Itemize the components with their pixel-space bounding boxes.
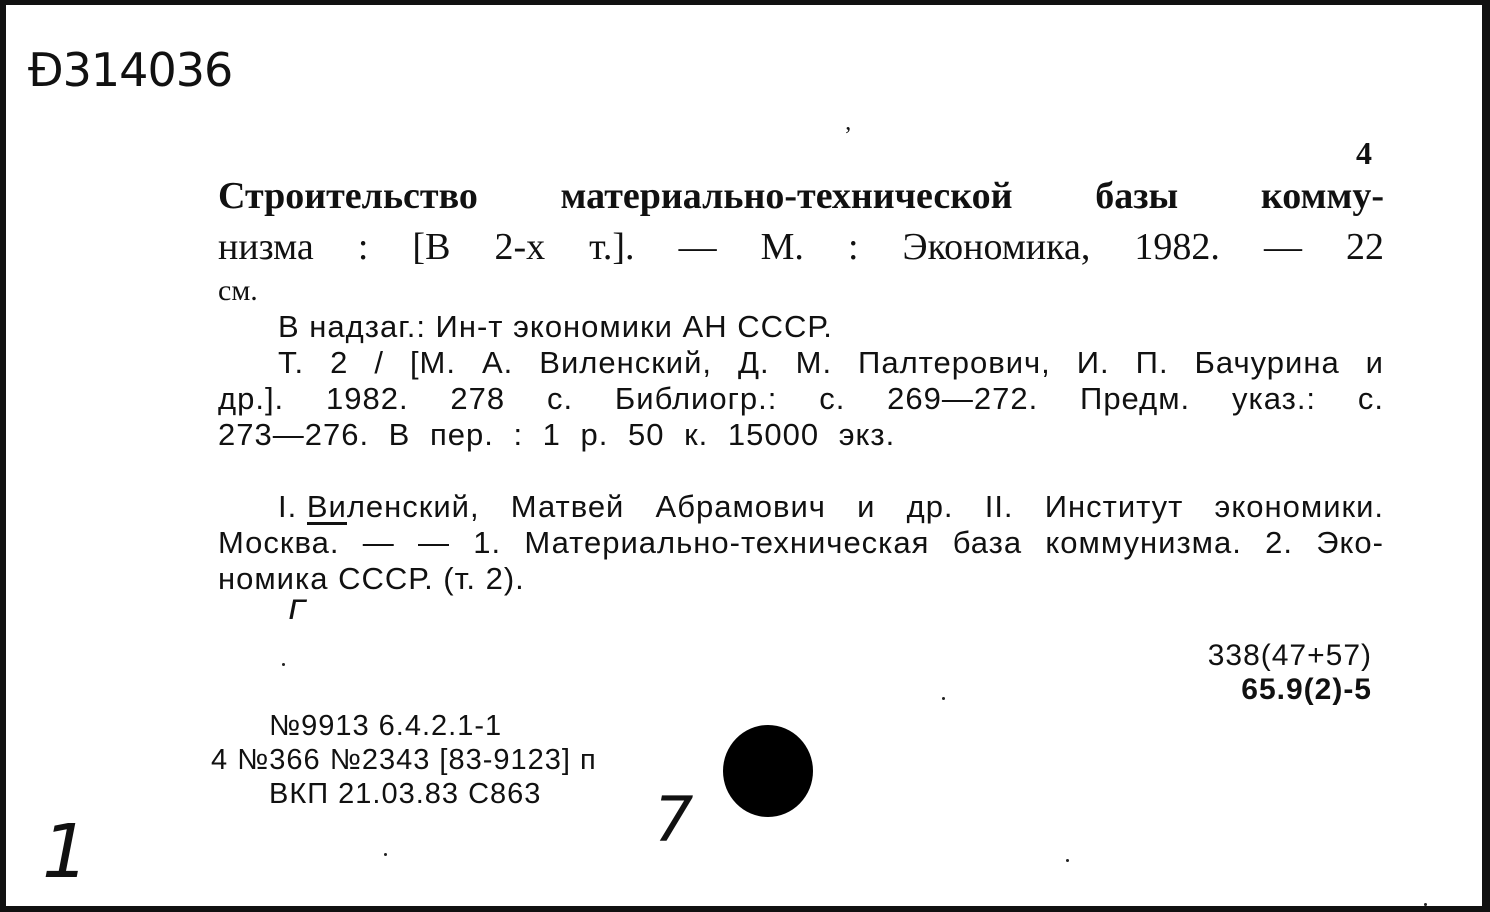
tracing-line: Москва. — — 1. Материально-техническая база коммунизма. 2. Эко- bbox=[218, 525, 1384, 560]
notes-block bbox=[218, 309, 1384, 453]
speck bbox=[1424, 903, 1427, 906]
imprint-line: низма : [В 2-х т.]. — М. : Экономика, 1982. — 22 bbox=[218, 226, 1384, 268]
print-info-line: ВКП 21.03.83 С863 bbox=[269, 778, 542, 810]
handwritten-one: 1 bbox=[42, 809, 90, 895]
print-info-line: 4 №366 №2343 [83-9123] п bbox=[211, 744, 597, 776]
tick-mark: ʼ bbox=[844, 123, 852, 149]
tracing-rest: ленский, Матвей Абрамович и др. II. Институт экономики. bbox=[346, 489, 1384, 524]
bibliographic-title-block bbox=[218, 171, 1384, 309]
note-line: 273—276. В пер. : 1 р. 50 к. 15000 экз. bbox=[218, 417, 896, 452]
tracing-line: номика СССР. (т. 2). bbox=[218, 561, 525, 596]
tracings-block bbox=[218, 489, 1384, 597]
underlined-letters: Ви bbox=[306, 489, 347, 524]
inventory-stamp-number: Ɖ314036 bbox=[28, 43, 233, 97]
note-line: Т. 2 / [М. А. Виленский, Д. М. Палтерович, И. П. Бачурина и bbox=[278, 345, 1384, 380]
size-line: см. bbox=[218, 274, 258, 307]
tracing-line bbox=[218, 489, 1384, 525]
handwritten-seven: 7 bbox=[654, 783, 694, 856]
speck bbox=[384, 853, 387, 856]
classification-codes bbox=[1208, 639, 1372, 707]
punched-hole-mark bbox=[723, 725, 813, 817]
speck bbox=[282, 663, 285, 666]
handwritten-mark: г bbox=[288, 587, 307, 628]
udc-code: 338(47+57) bbox=[1207, 639, 1372, 672]
tracing-prefix: I. bbox=[278, 489, 307, 524]
title-line: Строительство материально-технической базы комму- bbox=[218, 175, 1384, 217]
print-info-line: №9913 6.4.2.1-1 bbox=[269, 710, 503, 742]
print-info-block bbox=[211, 709, 597, 811]
card-number: 4 bbox=[1356, 135, 1372, 171]
note-line: др.]. 1982. 278 с. Библиогр.: с. 269—272. Предм. указ.: с. bbox=[218, 381, 1384, 416]
note-line: В надзаг.: Ин-т экономики АН СССР. bbox=[278, 309, 833, 344]
speck bbox=[942, 697, 945, 700]
speck bbox=[1066, 859, 1069, 862]
bbk-code: 65.9(2)-5 bbox=[1241, 673, 1372, 706]
